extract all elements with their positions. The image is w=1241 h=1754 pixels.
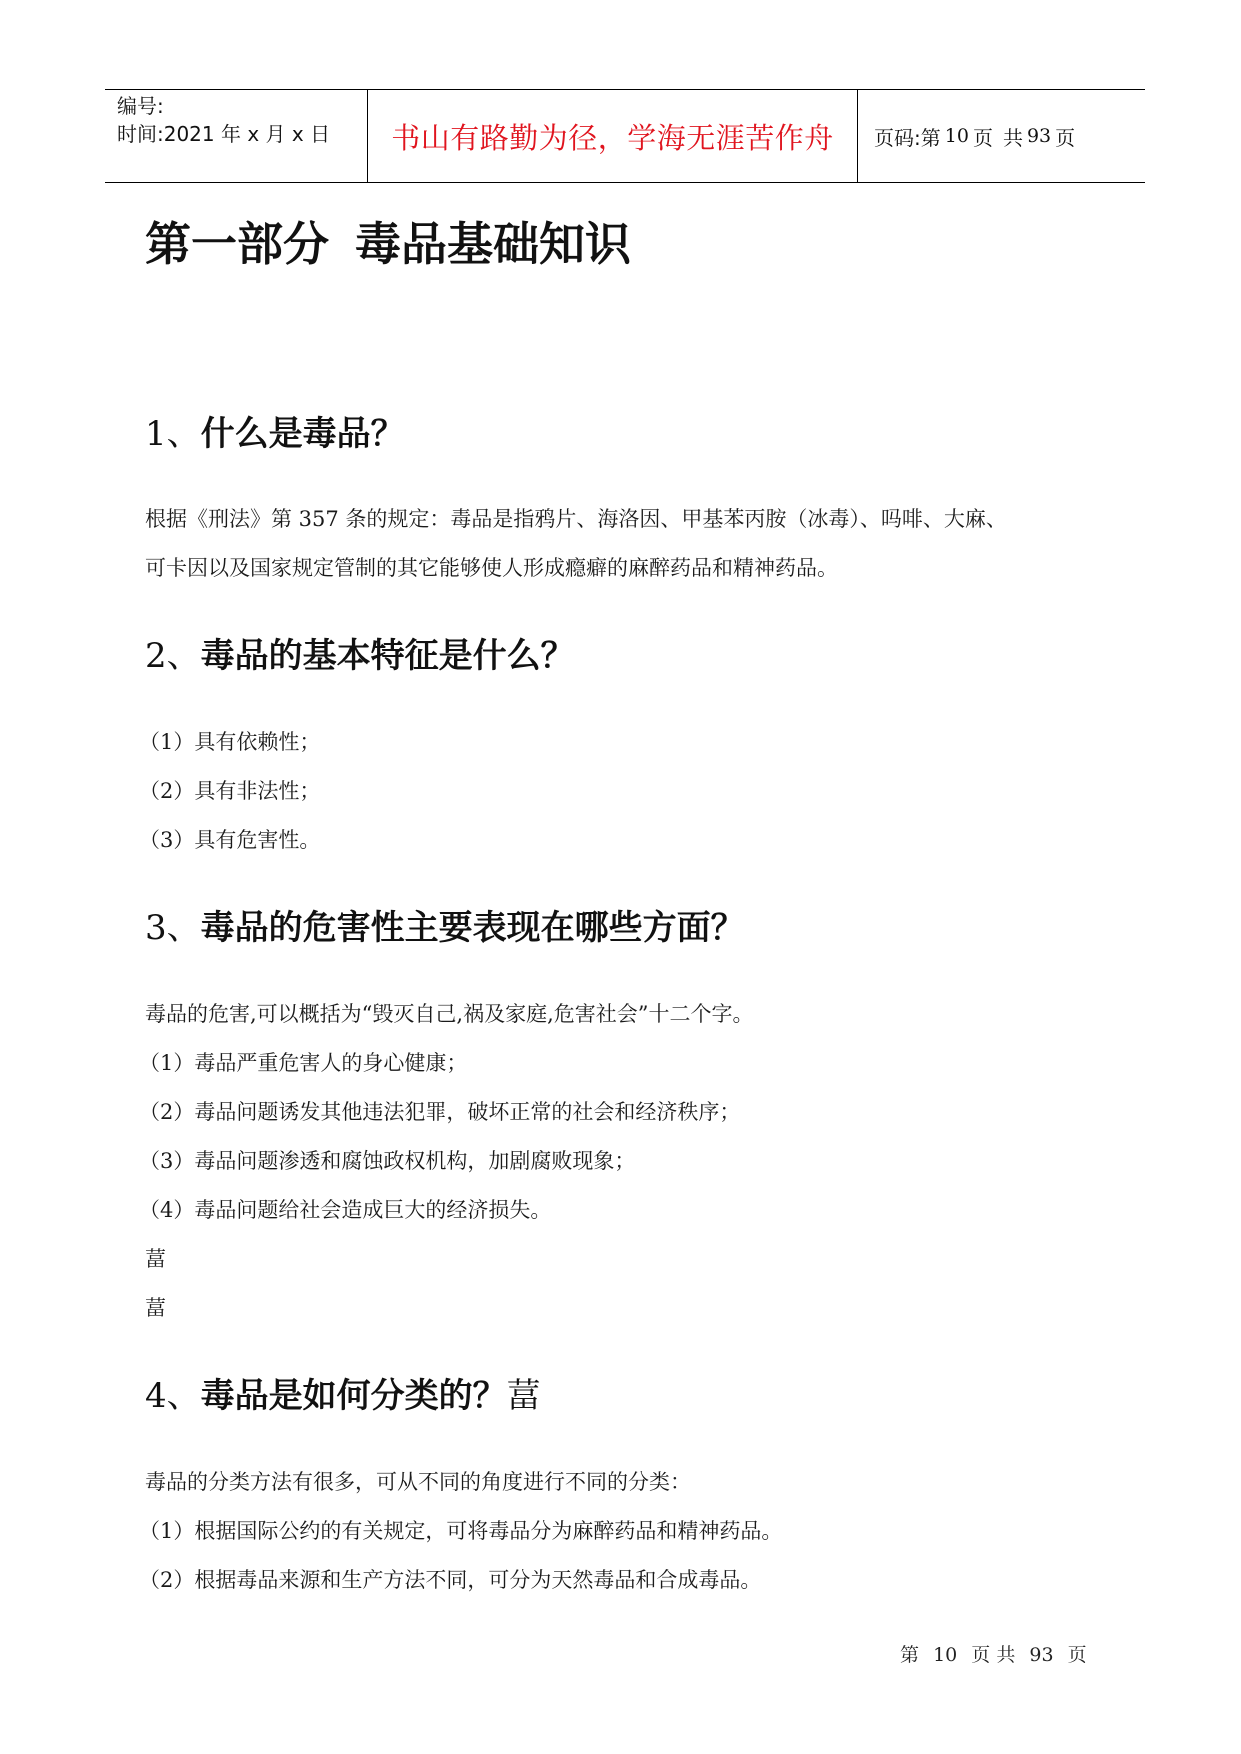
footer-mid: 页 共 [971, 1644, 1016, 1666]
list-item: （3）毒品问题渗透和腐蚀政权机构，加剧腐败现象； [139, 1149, 636, 1173]
page-footer [900, 1640, 1087, 1667]
header-page-total-prefix: 共 [1002, 125, 1023, 150]
footer-suffix: 页 [1067, 1644, 1087, 1666]
header-page-total: 93 [1026, 125, 1052, 147]
section-title: 毒品的基本特征是什么？ [200, 636, 575, 676]
header-page-mid: 页 [972, 125, 993, 150]
paragraph: 根据《刑法》第 357 条的规定：毒品是指鸦片、海洛因、甲基苯丙胺（冰毒）、吗啡、大麻、 [145, 507, 1007, 531]
section-title: 什么是毒品？ [200, 414, 405, 454]
header-page-current: 10 [944, 125, 969, 147]
list-item: （3）具有危害性。 [139, 828, 321, 852]
header-page-info [858, 90, 1145, 182]
list-item: （1）具有依赖性； [139, 730, 321, 754]
list-item: （1）根据国际公约的有关规定，可将毒品分为麻醉药品和精神药品。 [139, 1519, 783, 1543]
part-title-topic: 毒品基础知识 [355, 217, 631, 271]
section-title: 毒品是如何分类的？ [200, 1376, 507, 1416]
list-item: （2）根据毒品来源和生产方法不同，可分为天然毒品和合成毒品。 [139, 1568, 762, 1592]
section-title: 毒品的危害性主要表现在哪些方面？ [200, 908, 745, 948]
paragraph: 可卡因以及国家规定管制的其它能够使人形成瘾癖的麻醉药品和精神药品。 [145, 556, 838, 580]
section-number: 3、 [145, 908, 201, 948]
paragraph: 毒品的危害,可以概括为“毁灭自己,祸及家庭,危害社会”十二个字。 [145, 1002, 754, 1026]
page-header [105, 89, 1145, 183]
list-item: （1）毒品严重危害人的身心健康； [139, 1051, 468, 1075]
section-heading-3 [145, 904, 745, 952]
header-motto: 书山有路勤为径，学海无涯苦作舟 [368, 90, 858, 182]
header-time-label: 时间:2021 年 x 月 x 日 [117, 122, 331, 146]
part-title [145, 212, 631, 276]
part-title-part: 第一部分 [145, 217, 329, 271]
section-heading-2 [145, 632, 575, 680]
paragraph: 毒品的分类方法有很多，可从不同的角度进行不同的分类： [145, 1470, 691, 1494]
paragraph: 葍 [145, 1247, 166, 1271]
section-heading-1 [145, 410, 405, 458]
footer-prefix: 第 [900, 1644, 920, 1666]
header-number-label: 编号: [117, 94, 164, 118]
list-item: （2）毒品问题诱发其他违法犯罪，破坏正常的社会和经济秩序； [139, 1100, 741, 1124]
footer-current: 10 [933, 1644, 958, 1666]
section-number: 4、 [145, 1376, 201, 1416]
list-item: （2）具有非法性； [139, 779, 321, 803]
section-heading-4 [145, 1372, 541, 1420]
footer-total: 93 [1029, 1644, 1054, 1666]
section-title-tail: 葍 [506, 1376, 541, 1416]
paragraph: 葍 [145, 1296, 166, 1320]
header-page-suffix: 页 [1055, 125, 1076, 150]
header-meta [105, 90, 368, 182]
list-item: （4）毒品问题给社会造成巨大的经济损失。 [139, 1198, 552, 1222]
section-number: 1、 [145, 414, 201, 454]
section-number: 2、 [145, 636, 201, 676]
header-page-prefix: 页码:第 [874, 125, 941, 150]
